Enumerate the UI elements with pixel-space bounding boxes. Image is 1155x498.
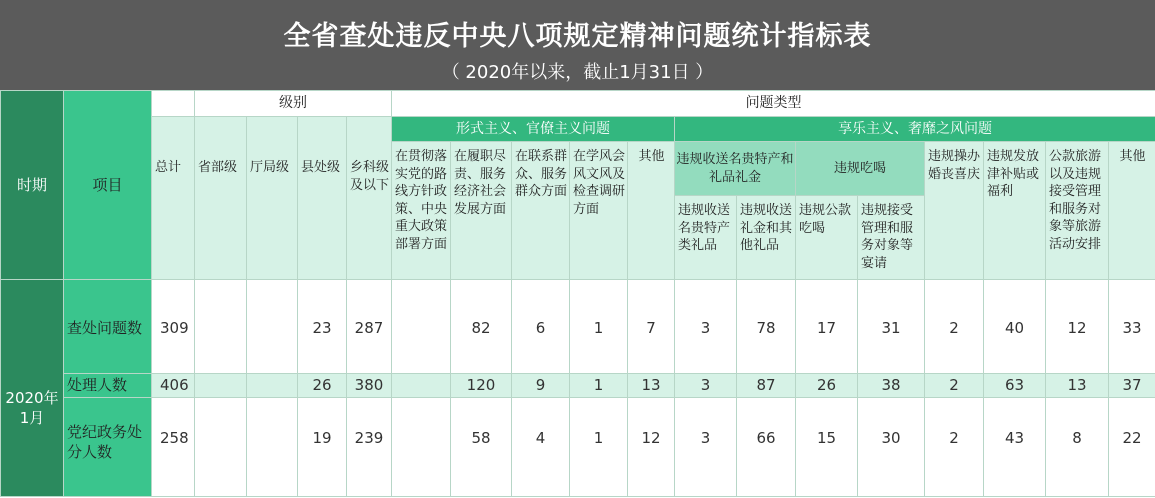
table-cell: 406 <box>152 374 195 398</box>
table-cell: 19 <box>298 398 347 497</box>
item-header: 项目 <box>64 91 152 280</box>
table-cell: 2 <box>925 280 984 374</box>
period-header: 时期 <box>1 91 64 280</box>
table-cell: 23 <box>298 280 347 374</box>
table-cell <box>195 374 247 398</box>
table-cell: 37 <box>1109 374 1155 398</box>
table-cell: 13 <box>628 374 675 398</box>
table-cell: 12 <box>1046 280 1109 374</box>
statistics-table <box>0 90 1155 497</box>
col-header-public-dining: 违规公款吃喝 <box>796 196 858 280</box>
table-cell: 3 <box>675 280 737 374</box>
problem-type-group-header: 问题类型 <box>392 91 1155 117</box>
table-cell: 82 <box>451 280 512 374</box>
row-label: 查处问题数 <box>64 280 152 374</box>
col-header-subsidies: 违规发放津补贴或福利 <box>984 142 1046 280</box>
table-cell: 1 <box>570 398 628 497</box>
col-header-masses: 在联系群众、服务群众方面 <box>512 142 570 280</box>
col-header-other-hedonism: 其他 <box>1109 142 1155 280</box>
table-cell: 15 <box>796 398 858 497</box>
table-cell: 1 <box>570 280 628 374</box>
table-cell: 13 <box>1046 374 1109 398</box>
table-cell: 287 <box>347 280 392 374</box>
col-header-township: 乡科级及以下 <box>347 117 392 280</box>
table-cell <box>195 398 247 497</box>
col-header-banquets: 违规接受管理和服务对象等宴请 <box>858 196 925 280</box>
formalism-group-header: 形式主义、官僚主义问题 <box>392 117 675 142</box>
table-cell: 309 <box>152 280 195 374</box>
table-row <box>1 280 1155 374</box>
table-cell: 3 <box>675 374 737 398</box>
row-label: 党纪政务处分人数 <box>64 398 152 497</box>
table-cell: 22 <box>1109 398 1155 497</box>
col-header-provincial: 省部级 <box>195 117 247 280</box>
table-cell: 26 <box>796 374 858 398</box>
table-cell <box>392 280 451 374</box>
page-title: 全省查处违反中央八项规定精神问题统计指标表 <box>283 21 872 52</box>
table-cell: 33 <box>1109 280 1155 374</box>
period-value: 2020年1月 <box>1 280 64 497</box>
table-cell: 87 <box>737 374 796 398</box>
row-label: 处理人数 <box>64 374 152 398</box>
table-cell: 1 <box>570 374 628 398</box>
col-header-specialty-gifts: 违规收送名贵特产类礼品 <box>675 196 737 280</box>
col-header-duty: 在履职尽责、服务经济社会发展方面 <box>451 142 512 280</box>
col-header-cash-gifts: 违规收送礼金和其他礼品 <box>737 196 796 280</box>
col-header-style: 在学风会风文风及检查调研方面 <box>570 142 628 280</box>
table-cell: 2 <box>925 374 984 398</box>
page-subtitle: （ 2020年以来，截止1月31日 ） <box>441 62 714 83</box>
col-header-weddings: 违规操办婚丧喜庆 <box>925 142 984 280</box>
table-cell <box>195 280 247 374</box>
table-cell: 30 <box>858 398 925 497</box>
table-cell: 58 <box>451 398 512 497</box>
col-header-bureau: 厅局级 <box>247 117 298 280</box>
hedonism-group-header: 享乐主义、奢靡之风问题 <box>675 117 1155 142</box>
table-cell: 38 <box>858 374 925 398</box>
table-cell: 8 <box>1046 398 1109 497</box>
table-cell: 4 <box>512 398 570 497</box>
table-cell: 31 <box>858 280 925 374</box>
blank-cell <box>152 91 195 117</box>
col-header-policy: 在贯彻落实党的路线方针政策、中央重大政策部署方面 <box>392 142 451 280</box>
title-banner <box>0 0 1155 90</box>
table-cell: 26 <box>298 374 347 398</box>
table-cell: 17 <box>796 280 858 374</box>
table-cell: 239 <box>347 398 392 497</box>
table-cell: 380 <box>347 374 392 398</box>
table-cell <box>247 374 298 398</box>
table-cell: 6 <box>512 280 570 374</box>
table-cell: 9 <box>512 374 570 398</box>
table-cell: 120 <box>451 374 512 398</box>
table-cell: 2 <box>925 398 984 497</box>
table-cell: 78 <box>737 280 796 374</box>
gifts-group-header: 违规收送名贵特产和礼品礼金 <box>675 142 796 196</box>
table-cell: 7 <box>628 280 675 374</box>
col-header-other-formalism: 其他 <box>628 142 675 280</box>
table-row <box>1 398 1155 497</box>
table-cell: 12 <box>628 398 675 497</box>
table-cell: 43 <box>984 398 1046 497</box>
table-row <box>1 374 1155 398</box>
col-header-total: 总计 <box>152 117 195 280</box>
col-header-county: 县处级 <box>298 117 347 280</box>
col-header-travel: 公款旅游以及违规接受管理和服务对象等旅游活动安排 <box>1046 142 1109 280</box>
table-cell: 258 <box>152 398 195 497</box>
table-cell <box>392 398 451 497</box>
table-cell: 40 <box>984 280 1046 374</box>
table-cell <box>392 374 451 398</box>
dining-group-header: 违规吃喝 <box>796 142 925 196</box>
table-cell <box>247 398 298 497</box>
table-cell <box>247 280 298 374</box>
table-cell: 66 <box>737 398 796 497</box>
table-cell: 63 <box>984 374 1046 398</box>
level-group-header: 级别 <box>195 91 392 117</box>
table-cell: 3 <box>675 398 737 497</box>
